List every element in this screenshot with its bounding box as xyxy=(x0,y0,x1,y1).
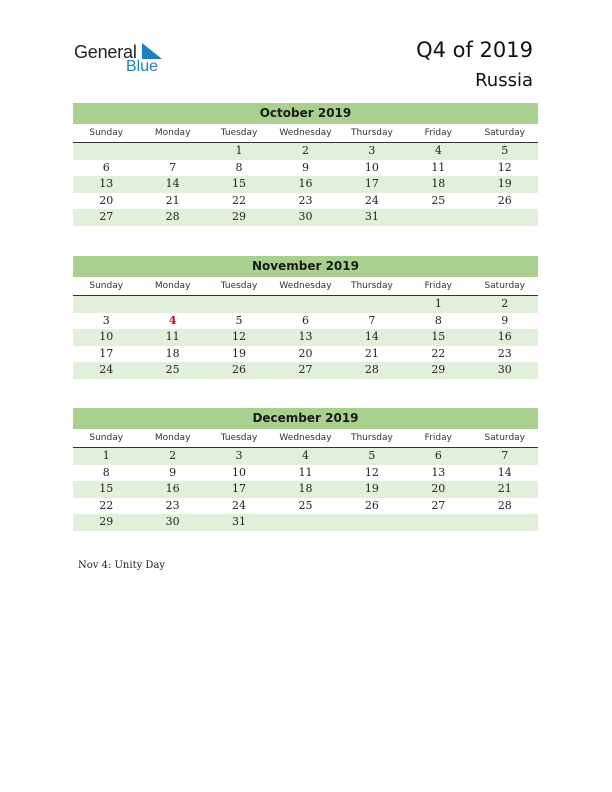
day-cell: 26 xyxy=(232,363,247,376)
weekday-label: Saturday xyxy=(484,128,526,138)
day-cell: 20 xyxy=(99,193,114,207)
month-title: October 2019 xyxy=(73,103,538,124)
day-cell: 15 xyxy=(232,177,247,190)
day-cell xyxy=(139,143,205,160)
day-cell: 12 xyxy=(232,330,247,343)
weekday-label: Wednesday xyxy=(279,128,332,138)
day-cell: 28 xyxy=(165,210,180,223)
general-blue-logo xyxy=(74,40,174,80)
day-cell: 25 xyxy=(298,498,313,512)
day-cell: 4 xyxy=(168,313,177,327)
day-cell: 22 xyxy=(99,498,114,512)
day-cell: 17 xyxy=(364,177,379,190)
day-cell: 27 xyxy=(298,363,313,376)
day-cell xyxy=(339,514,405,531)
weekday-label: Wednesday xyxy=(279,281,332,291)
day-cell: 22 xyxy=(431,346,446,360)
day-cell: 24 xyxy=(99,363,114,376)
day-cell: 1 xyxy=(235,144,243,157)
day-cell: 10 xyxy=(232,465,247,479)
day-cell: 5 xyxy=(235,313,243,327)
day-cell: 8 xyxy=(434,313,442,327)
day-cell: 14 xyxy=(364,330,379,343)
weekday-label: Friday xyxy=(424,281,452,291)
day-cell: 30 xyxy=(165,515,180,528)
day-cell xyxy=(272,514,338,531)
day-cell: 13 xyxy=(298,330,313,343)
month-calendar xyxy=(73,256,538,379)
week-row xyxy=(73,498,538,515)
day-cell: 27 xyxy=(431,498,446,512)
day-cell: 29 xyxy=(99,515,114,528)
day-cell: 9 xyxy=(301,160,309,174)
weekday-label: Sunday xyxy=(89,281,124,291)
day-cell: 30 xyxy=(298,210,313,223)
week-row xyxy=(73,346,538,363)
country-name: Russia xyxy=(475,70,533,91)
weekday-label: Thursday xyxy=(350,128,393,138)
weekday-label: Monday xyxy=(154,433,191,443)
day-cell: 13 xyxy=(99,177,114,190)
day-cell xyxy=(73,143,139,160)
day-cell: 16 xyxy=(165,482,180,495)
day-cell: 31 xyxy=(364,210,379,223)
week-row xyxy=(73,465,538,482)
week-row xyxy=(73,193,538,210)
day-cell: 19 xyxy=(497,177,512,190)
day-cell: 26 xyxy=(497,193,512,207)
week-row xyxy=(73,313,538,330)
weekday-label: Friday xyxy=(424,128,452,138)
day-cell: 4 xyxy=(301,449,309,462)
day-cell: 24 xyxy=(232,498,247,512)
day-cell xyxy=(472,514,538,531)
day-cell: 3 xyxy=(368,144,376,157)
week-row xyxy=(73,209,538,226)
day-cell: 3 xyxy=(102,313,110,327)
day-cell: 13 xyxy=(431,465,446,479)
day-cell: 9 xyxy=(501,313,509,327)
day-cell: 11 xyxy=(298,465,313,479)
day-cell: 29 xyxy=(431,363,446,376)
day-cell: 14 xyxy=(165,177,180,190)
week-row xyxy=(73,296,538,313)
day-cell: 27 xyxy=(99,210,114,223)
day-cell: 17 xyxy=(99,346,114,360)
day-cell: 9 xyxy=(169,465,177,479)
day-cell xyxy=(339,296,405,313)
day-cell: 1 xyxy=(102,449,110,462)
day-cell: 20 xyxy=(298,346,313,360)
day-cell: 28 xyxy=(497,498,512,512)
month-title: November 2019 xyxy=(73,256,538,277)
day-cell xyxy=(73,296,139,313)
day-cell: 8 xyxy=(102,465,110,479)
day-cell: 10 xyxy=(99,330,114,343)
week-row xyxy=(73,329,538,346)
day-cell: 21 xyxy=(497,482,512,495)
day-cell: 25 xyxy=(431,193,446,207)
weekday-label: Tuesday xyxy=(220,281,258,291)
page-title: Q4 of 2019 xyxy=(416,38,533,62)
day-cell: 11 xyxy=(165,330,180,343)
month-calendar xyxy=(73,408,538,531)
day-cell: 5 xyxy=(368,449,376,462)
day-cell: 25 xyxy=(165,363,180,376)
week-row xyxy=(73,514,538,531)
weekday-label: Friday xyxy=(424,433,452,443)
day-cell: 24 xyxy=(364,193,379,207)
weekday-label: Thursday xyxy=(350,433,393,443)
day-cell: 18 xyxy=(165,346,180,360)
week-row xyxy=(73,481,538,498)
weekday-header-row xyxy=(73,430,538,448)
day-cell: 6 xyxy=(301,313,309,327)
day-cell: 7 xyxy=(169,160,177,174)
day-cell: 18 xyxy=(298,482,313,495)
day-cell: 16 xyxy=(497,330,512,343)
day-cell: 23 xyxy=(165,498,180,512)
day-cell: 16 xyxy=(298,177,313,190)
day-cell: 18 xyxy=(431,177,446,190)
weekday-label: Saturday xyxy=(484,433,526,443)
day-cell: 3 xyxy=(235,449,243,462)
day-cell xyxy=(139,296,205,313)
day-cell: 26 xyxy=(364,498,379,512)
weekday-label: Sunday xyxy=(89,128,124,138)
day-cell: 23 xyxy=(497,346,512,360)
weekday-label: Wednesday xyxy=(279,433,332,443)
day-cell: 5 xyxy=(501,144,509,157)
weekday-label: Thursday xyxy=(350,281,393,291)
weekday-label: Saturday xyxy=(484,281,526,291)
day-cell: 14 xyxy=(497,465,512,479)
day-cell: 22 xyxy=(232,193,247,207)
logo-text-blue: Blue xyxy=(126,58,159,75)
month-title: December 2019 xyxy=(73,408,538,429)
day-cell: 15 xyxy=(99,482,114,495)
day-cell xyxy=(405,209,471,226)
day-cell: 29 xyxy=(232,210,247,223)
weekday-header-row xyxy=(73,125,538,143)
day-cell: 28 xyxy=(364,363,379,376)
holiday-note: Nov 4: Unity Day xyxy=(78,560,166,571)
day-cell: 7 xyxy=(368,313,376,327)
week-row xyxy=(73,143,538,160)
week-row xyxy=(73,160,538,177)
day-cell xyxy=(206,296,272,313)
day-cell: 12 xyxy=(364,465,379,479)
day-cell: 2 xyxy=(169,449,177,462)
day-cell: 19 xyxy=(232,346,247,360)
day-cell: 8 xyxy=(235,160,243,174)
weekday-label: Monday xyxy=(154,281,191,291)
day-cell xyxy=(272,296,338,313)
day-cell: 11 xyxy=(431,160,446,174)
week-row xyxy=(73,448,538,465)
day-cell: 7 xyxy=(501,449,509,462)
holiday-notes xyxy=(78,560,165,571)
day-cell: 31 xyxy=(232,515,247,528)
day-cell: 30 xyxy=(497,363,512,376)
day-cell xyxy=(472,209,538,226)
day-cell: 23 xyxy=(298,193,313,207)
weekday-label: Tuesday xyxy=(220,433,258,443)
day-cell xyxy=(405,514,471,531)
day-cell: 17 xyxy=(232,482,247,495)
day-cell: 21 xyxy=(364,346,379,360)
week-row xyxy=(73,362,538,379)
day-cell: 19 xyxy=(364,482,379,495)
day-cell: 6 xyxy=(102,160,110,174)
day-cell: 21 xyxy=(165,193,180,207)
weekday-header-row xyxy=(73,278,538,296)
day-cell: 15 xyxy=(431,330,446,343)
month-calendar xyxy=(73,103,538,226)
day-cell: 10 xyxy=(364,160,379,174)
weekday-label: Sunday xyxy=(89,433,124,443)
day-cell: 2 xyxy=(301,144,309,157)
day-cell: 20 xyxy=(431,482,446,495)
day-cell: 2 xyxy=(501,297,509,310)
day-cell: 4 xyxy=(434,144,442,157)
week-row xyxy=(73,176,538,193)
weekday-label: Tuesday xyxy=(220,128,258,138)
logo-flag-icon xyxy=(142,43,162,59)
day-cell: 6 xyxy=(434,449,442,462)
logo-text-general: General xyxy=(74,42,137,62)
weekday-label: Monday xyxy=(154,128,191,138)
day-cell: 1 xyxy=(434,297,442,310)
day-cell: 12 xyxy=(497,160,512,174)
